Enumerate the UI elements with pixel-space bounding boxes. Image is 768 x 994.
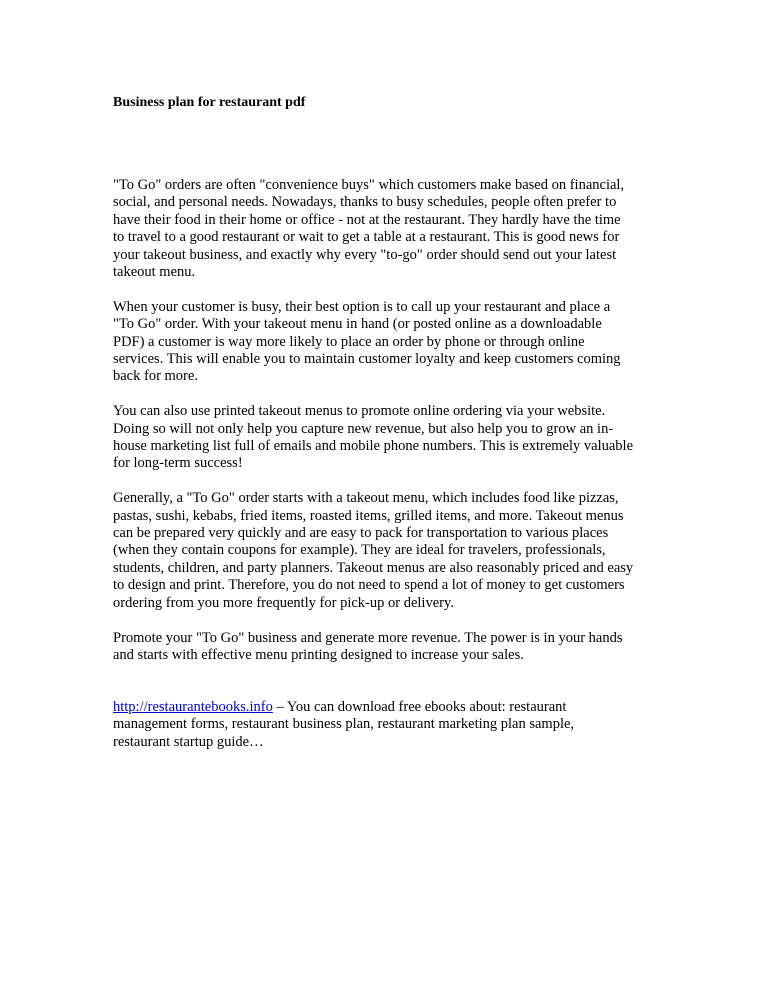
text-line: house marketing list full of emails and mobile phone numbers. This is extremely valuable — [113, 438, 634, 455]
text-line: social, and personal needs. Nowadays, thanks to busy schedules, people often prefer to — [113, 194, 617, 211]
text-line: restaurant startup guide… — [113, 733, 264, 750]
paragraph — [113, 299, 661, 386]
text-line: your takeout business, and exactly why every "to-go" order should send out your latest — [113, 246, 617, 263]
text-line — [113, 699, 661, 716]
text-line: to travel to a good restaurant or wait to get a table at a restaurant. This is good news for — [113, 229, 620, 246]
text-line: management forms, restaurant business plan, restaurant marketing plan sample, — [113, 716, 575, 733]
restaurantebooks-link[interactable]: http://restaurantebooks.info — [113, 698, 273, 715]
footer-line-rest: – You can download free ebooks about: restaurant — [272, 698, 567, 715]
text-line: can be prepared very quickly and are easy to pack for transportation to various places — [113, 525, 609, 542]
text-line: back for more. — [113, 368, 198, 385]
text-line: services. This will enable you to maintain customer loyalty and keep customers coming — [113, 351, 621, 368]
text-line: have their food in their home or office - not at the restaurant. They hardly have the time — [113, 211, 621, 228]
paragraph — [113, 403, 661, 473]
text-line: When your customer is busy, their best option is to call up your restaurant and place a — [113, 298, 611, 315]
text-line: ordering from you more frequently for pick-up or delivery. — [113, 594, 454, 611]
text-line: "To Go" order. With your takeout menu in hand (or posted online as a downloadable — [113, 316, 602, 333]
document-title: Business plan for restaurant pdf — [113, 95, 306, 110]
text-line: "To Go" orders are often "convenience buys" which customers make based on financial, — [113, 177, 625, 193]
text-line: pastas, sushi, kebabs, fried items, roasted items, grilled items, and more. Takeout menus — [113, 507, 624, 524]
text-line: PDF) a customer is way more likely to place an order by phone or through online — [113, 333, 585, 350]
text-line: (when they contain coupons for example). They are ideal for travelers, professionals, — [113, 542, 606, 559]
document-body — [113, 177, 661, 768]
text-line: Promote your "To Go" business and generate more revenue. The power is in your hands — [113, 629, 623, 646]
text-line: Doing so will not only help you capture new revenue, but also help you to grow an in- — [113, 420, 614, 437]
paragraph — [113, 490, 661, 612]
text-line: students, children, and party planners. Takeout menus are also reasonably priced and easy — [113, 559, 634, 576]
text-line: takeout menu. — [113, 264, 196, 281]
paragraph — [113, 630, 661, 665]
text-line: to design and print. Therefore, you do not need to spend a lot of money to get customers — [113, 577, 625, 594]
footer-paragraph — [113, 699, 661, 751]
spacer — [113, 682, 661, 699]
text-line: Generally, a "To Go" order starts with a takeout menu, which includes food like pizzas, — [113, 490, 619, 507]
paragraph — [113, 177, 661, 281]
text-line: You can also use printed takeout menus to promote online ordering via your website. — [113, 403, 606, 420]
text-line: for long-term success! — [113, 455, 243, 472]
text-line: and starts with effective menu printing designed to increase your sales. — [113, 646, 524, 663]
